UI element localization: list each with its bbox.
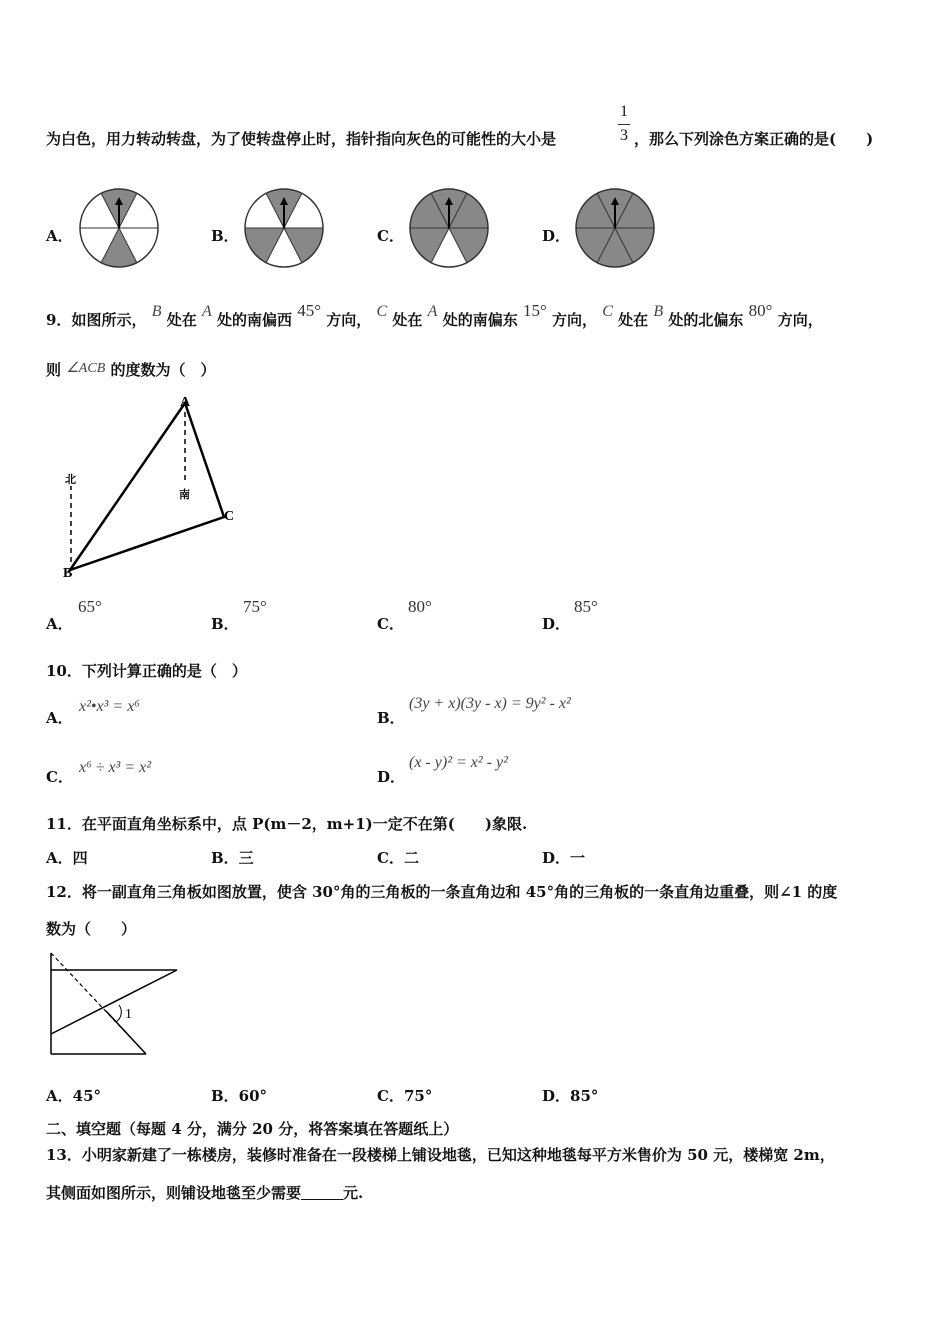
q9-text: 的度数为（ ） bbox=[110, 361, 216, 379]
q8-option-d-label: D． bbox=[542, 227, 571, 245]
q9-text: 则 bbox=[46, 361, 62, 379]
q9-point-c: C bbox=[602, 303, 613, 320]
spinner-b-left-sector bbox=[245, 228, 284, 263]
q9-point-a: A bbox=[427, 303, 438, 320]
triangle-abc bbox=[70, 403, 224, 570]
q8-option-a-label: A． bbox=[46, 227, 73, 245]
q9-option-c-value: 80° bbox=[408, 597, 432, 616]
q9-option-a-value: 65° bbox=[78, 597, 102, 616]
figure-label-c: C bbox=[224, 509, 235, 524]
q9-text: 处在 bbox=[618, 311, 649, 329]
north-label: 北 bbox=[65, 474, 76, 486]
q12-stem-line2: 数为（ ） bbox=[46, 920, 137, 938]
q13-text: 元. bbox=[343, 1184, 364, 1202]
q9-point-b: B bbox=[151, 303, 162, 320]
q11-option-b: B．三 bbox=[211, 849, 254, 867]
spinner-b bbox=[243, 187, 325, 269]
q9-angle-15: 15° bbox=[522, 301, 547, 320]
q9-text: 处的北偏东 bbox=[668, 311, 744, 329]
figure-label-a: A bbox=[180, 395, 191, 410]
q10-option-b-expr: (3y + x)(3y - x) = 9y² - x² bbox=[409, 695, 571, 712]
q9-angle-80: 80° bbox=[748, 301, 773, 320]
q9-text: 处在 bbox=[392, 311, 423, 329]
q11-option-c: C．二 bbox=[377, 849, 419, 867]
q9-option-a-label: A． bbox=[46, 615, 73, 633]
q9-option-b-value: 75° bbox=[243, 597, 267, 616]
q8-stem bbox=[46, 128, 556, 149]
q9-stem-line2 bbox=[46, 359, 216, 380]
q12-figure bbox=[46, 948, 182, 1058]
q12-option-b: B．60° bbox=[211, 1087, 268, 1105]
q9-text: 方向， bbox=[551, 311, 597, 329]
angle-1-label: 1 bbox=[125, 1007, 132, 1022]
q9-angle-acb: ∠ACB bbox=[66, 361, 106, 376]
angle-1-arc bbox=[116, 1005, 121, 1022]
q8-stem-after: ，那么下列涂色方案正确的是( ) bbox=[634, 130, 874, 148]
q12-option-c: C．75° bbox=[377, 1087, 433, 1105]
q9-stem-line1 bbox=[46, 301, 823, 330]
q9-option-b-label: B． bbox=[211, 615, 239, 633]
spinner-b-right-sector bbox=[284, 228, 323, 263]
answer-blank[interactable] bbox=[301, 1185, 343, 1200]
q9-point-a: A bbox=[201, 303, 212, 320]
fraction-bar bbox=[618, 124, 630, 125]
q10-option-d-expr: (x - y)² = x² - y² bbox=[409, 754, 508, 771]
q10-option-b-label: B． bbox=[377, 709, 405, 727]
q8-fraction-numerator: 1 bbox=[620, 103, 628, 120]
q10-option-a-expr: x²•x³ = x⁶ bbox=[79, 698, 140, 715]
q9-option-c-label: C． bbox=[377, 615, 404, 633]
q8-fraction-denominator: 3 bbox=[620, 127, 628, 144]
q9-point-b: B bbox=[653, 303, 664, 320]
q11-stem: 11．在平面直角坐标系中，点 P(m－2，m+1)一定不在第( )象限. bbox=[46, 815, 528, 833]
q9-figure bbox=[58, 388, 238, 580]
q9-text: 处的南偏西 bbox=[216, 311, 292, 329]
q9-option-d-label: D． bbox=[542, 615, 571, 633]
q11-option-d: D．一 bbox=[542, 849, 586, 867]
spinner-d bbox=[574, 187, 656, 269]
q8-option-b-label: B． bbox=[211, 227, 239, 245]
q13-text: 其侧面如图所示，则铺设地毯至少需要 bbox=[46, 1184, 302, 1202]
q10-option-a-label: A． bbox=[46, 709, 73, 727]
q9-option-d-value: 85° bbox=[574, 597, 598, 616]
q9-text: 如图所示， bbox=[71, 311, 147, 329]
q10-option-c-expr: x⁶ ÷ x³ = x² bbox=[79, 759, 152, 776]
q11-option-a: A．四 bbox=[46, 849, 88, 867]
q9-text: 方向， bbox=[777, 311, 823, 329]
q12-stem-line1: 12．将一副直角三角板如图放置，使含 30°角的三角板的一条直角边和 45°角的三角板的一条直角边重叠，则∠1 的度 bbox=[46, 883, 838, 901]
q10-option-c-label: C． bbox=[46, 768, 73, 786]
q10-option-d-label: D． bbox=[377, 768, 406, 786]
q9-text: 方向， bbox=[326, 311, 372, 329]
q9-text: 处在 bbox=[166, 311, 197, 329]
section-heading: 二、填空题（每题 4 分，满分 20 分，将答案填在答题纸上） bbox=[46, 1120, 459, 1138]
q13-stem-line2 bbox=[46, 1182, 363, 1203]
q10-stem: 10．下列计算正确的是（ ） bbox=[46, 662, 247, 680]
south-label: 南 bbox=[179, 489, 190, 501]
q9-angle-45: 45° bbox=[297, 301, 322, 320]
q9-number: 9． bbox=[46, 311, 72, 329]
q12-option-d: D．85° bbox=[542, 1087, 599, 1105]
q9-point-c: C bbox=[376, 303, 388, 320]
q12-option-a: A．45° bbox=[46, 1087, 102, 1105]
q9-text: 处的南偏东 bbox=[442, 311, 518, 329]
q8-stem-before: 为白色，用力转动转盘，为了使转盘停止时，指针指向灰色的可能性的大小是 bbox=[46, 130, 557, 148]
spinner-a-bottom-sector bbox=[101, 228, 137, 267]
q8-option-c-label: C． bbox=[377, 227, 404, 245]
figure-label-b: B bbox=[63, 566, 73, 580]
spinner-a bbox=[78, 187, 160, 269]
q13-stem-line1: 13．小明家新建了一栋楼房，装修时准备在一段楼梯上铺设地毯，已知这种地毯每平方米售价为 50 元，楼梯宽 2m， bbox=[46, 1146, 835, 1164]
spinner-c bbox=[408, 187, 490, 269]
